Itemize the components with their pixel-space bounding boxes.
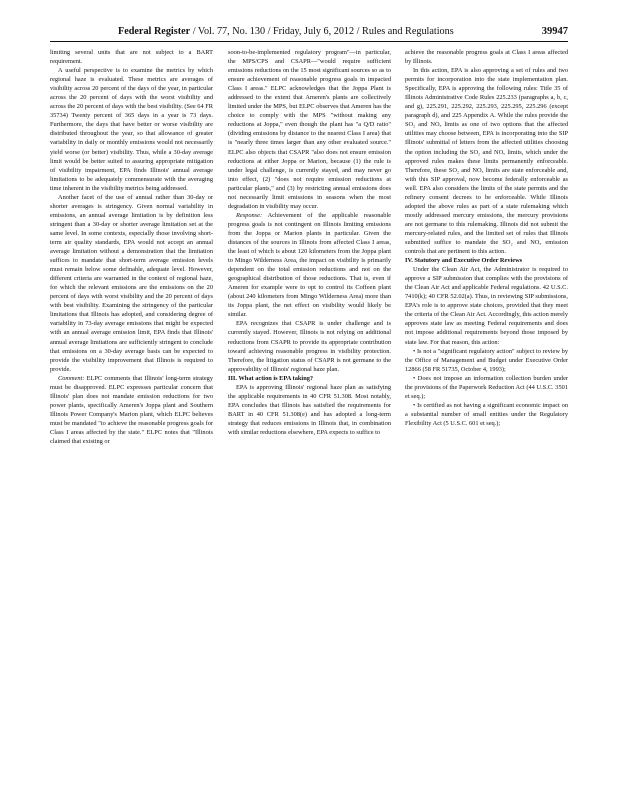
paragraph — [50, 193, 213, 374]
paragraph-text: In this action, EPA is also approving a set of rules and two permits for incorporation into the state implementation plan. Specifically, EPA is approving the following rules: Title 35 of Illinois Administrative Code Rules 225.233 (paragraphs a, b, c, and g), 225.291, 225.292, 225.293, 225.295, 225.296 (except paragraph d), and 225 Appendix A. While the rules provide the SO₂ and NOₓ limits as one of two options that the affected utilities may choose between, EPA is incorporating into the SIP Illinois' submittal of letters from the affected utilities choosing the option including the SO₂ and NOₓ limits, which under the approved rules makes these limits permanently enforceable. Therefore, these SO₂ and NOₓ limits are state enforceable and, with this SIP approval, now become federally enforceable as well. EPA also considers the limits of the state permits and the refinery consent decrees to be enforceable. While Illinois adopted the above rules as part of a state rulemaking which mostly addressed mercury emissions, the mercury provisions are not germane to this rulemaking. Illinois did not submit the mercury-related rules, and the limited set of rules that Illinois submitted suffice to mandate the SO₂ and NOₓ emission controls that are pertinent to this action. — [405, 67, 568, 256]
paragraph-text: limiting several units that are not subject to a BART requirement. — [50, 49, 213, 66]
paragraph-lead: Comment: — [58, 374, 85, 382]
paragraph-text: EPA recognizes that CSAPR is under challenge and is currently stayed. However, Illinois is not relying on additional reductions from CSAPR to provide its appropriate contribution toward achieving reasonable progress in visibility protection. Therefore, the litigation status of CSAPR is not germane to the approvability of Illinois' regional haze plan. — [228, 320, 391, 373]
paragraph-text: III. What action is EPA taking? — [228, 374, 314, 382]
paragraph-text: • Is certified as not having a significant economic impact on a substantial number of small entities under the Regulatory Flexibility Act (5 U.S.C. 601 et seq.); — [405, 401, 568, 427]
paragraph-text: ELPC comments that Illinois' long-term strategy must be disapproved. ELPC expresses particular concern that Illinois' plan does not mandate emission reductions for two power plants, specifically Ameren's Joppa plant and Southern Illinois Power Company's Marion plant, which ELPC believes must be mandated "to achieve the reasonable progress goals for Class I areas affected by the state." ELPC notes that "Illinois claimed that existing or — [50, 374, 213, 446]
paragraph — [50, 48, 213, 66]
journal-register: Register — [153, 26, 191, 37]
paragraph-text: A useful perspective is to examine the metrics by which regional haze is evaluated. These metrics are averages of visibility across 20 percent of the days of the year, in particular across the 20 percent of days with the worst visibility and across the 20 percent of days with the best visibility. (See 64 FR 35734) Twenty percent of 365 days in a year is 73 days. Furthermore, the days that have better or worse visibility are distributed throughout the year, so that allowance of greater variability in daily or monthly emissions would not necessarily yield worse (or better) visibility. Thus, while a 30-day average limit would be better suited to assuring appropriate mitigation of visibility impairment, EPA finds Illinois' annual average limitations to be adequately commensurate with the averaging time inherent in the visibility metrics being addressed. — [50, 67, 213, 192]
section-heading — [405, 256, 568, 265]
paragraph-text: Another facet of the use of annual rather than 30-day or shorter averages is stringency. Given normal variability in emissions, an annual average limitation is by definition less stringent than a 30-day or shorter average limitation set at the same level. In some contexts, especially those involving short-term air quality standards, EPA would not accept an annual average limitation without a demonstration that the limitation suffices to mandate that short-term average emission levels must remain below some definable, adequate level. However, different criteria are warranted in the context of regional haze, for which the relevant emissions are the emissions on the 20 percent of days with worst visibility and the 20 percent of days with best visibility. Examining the stringency of the particular limitations that Illinois has adopted, and considering degree of variability in 73-day average emissions that might be expected with an annual average emission limit, EPA finds that Illinois' annual average limitations are sufficiently stringent to conclude that emissions on a 30-day average basis can be expected to provide the visibility improvement that Illinois is required to provide. — [50, 193, 213, 373]
paragraph-text: Under the Clean Air Act, the Administrator is required to approve a SIP submission that complies with the provisions of the Clean Air Act and applicable Federal regulations. 42 U.S.C. 7410(k); 40 CFR 52.02(a). Thus, in reviewing SIP submissions, EPA's role is to approve state choices, provided that they meet the criteria of the Clean Air Act. Accordingly, this action merely approves state law as meeting Federal requirements and does not impose additional requirements beyond those imposed by state law. For that reason, this action: — [405, 266, 568, 346]
paragraph — [228, 48, 391, 211]
text-column-2 — [228, 48, 391, 778]
paragraph — [50, 66, 213, 193]
paragraph — [228, 319, 391, 373]
paragraph-text: Achievement of the applicable reasonable progress goals is not contingent on Illinois limiting emissions from the Joppa or Marion plants in particular. Given the distances of the sources in Illinois from affected Class I areas, the least of which is about 120 kilometers from the Joppa plant to Mingo Wilderness Area, the impact on visibility is primarily dependent on the total emission reductions and not on the geographical distribution of those reductions. That is, even if Ameren for example were to opt to control its Coffeen plant (about 240 kilometers from Mingo Wilderness Area) more than its Joppa plant, the net effect on visibility would likely be similar. — [228, 211, 391, 319]
journal-name: Federal — [118, 26, 152, 37]
issue-info: / Vol. 77, No. 130 / Friday, July 6, 2012 / Rules and Regulations — [192, 26, 454, 37]
paragraph — [405, 48, 568, 66]
paragraph — [405, 265, 568, 346]
running-head — [118, 26, 454, 37]
paragraph-text: • Does not impose an information collection burden under the provisions of the Paperwork Reduction Act (44 U.S.C. 3501 et seq.); — [405, 374, 568, 400]
paragraph — [228, 211, 391, 320]
paragraph-text: soon-to-be-implemented regulatory program"—in particular, the MPS/CPS and CSAPR—"would require sufficient emissions reductions on the 15 most significant sources so as to ensure achievement of reasonable progress goals in impacted Class I areas." ELPC acknowledges that the Joppa Plant is addressed to the extent that Ameren's plants are collectively limited under the MPS, but ELPC observes that Ameren has the choice to comply with the MPS "without making any reductions at Joppa," even though the plant has "a Q/D ratio" (dividing emissions by distance to the nearest Class I area) that is "nearly three times larger than any other evaluated source." ELPC also objects that CSAPR "also does not ensure emission reductions at either Joppa or Marion, because (1) the rule is under legal challenge, is currently stayed, and may never go into effect, (2) "does not require emission reductions at particular plants," and (3) by restricting annual emissions does not necessarily limit emissions in seasons when the most degradation in visibility may occur. — [228, 49, 391, 210]
paragraph — [228, 383, 391, 437]
paragraph — [405, 347, 568, 374]
paragraph — [405, 66, 568, 256]
paragraph-text: IV. Statutory and Executive Order Reviews — [405, 257, 523, 265]
paragraph-text: EPA is approving Illinois' regional haze plan as satisfying the applicable requirements in 40 CFR 51.308. Most notably, EPA concludes that Illinois has satisfied the requirements for BART in 40 CFR 51.308(e) and has adopted a long-term strategy that reduces emissions in Illinois that, in combination with similar reductions elsewhere, EPA expects to suffice to — [228, 383, 391, 436]
paragraph — [405, 374, 568, 401]
text-column-1 — [50, 48, 213, 778]
text-column-3 — [405, 48, 568, 778]
section-heading — [228, 374, 391, 383]
paragraph-text: • Is not a "significant regulatory action" subject to review by the Office of Management and Budget under Executive Order 12866 (58 FR 51735, October 4, 1993); — [405, 347, 568, 373]
paragraph-lead: Response: — [236, 211, 263, 219]
paragraph — [405, 401, 568, 428]
paragraph — [50, 374, 213, 446]
page-header — [50, 26, 568, 40]
page-number: 39947 — [541, 26, 568, 37]
paragraph-text: achieve the reasonable progress goals at Class I areas affected by Illinois. — [405, 49, 568, 66]
header-rule — [50, 41, 568, 42]
